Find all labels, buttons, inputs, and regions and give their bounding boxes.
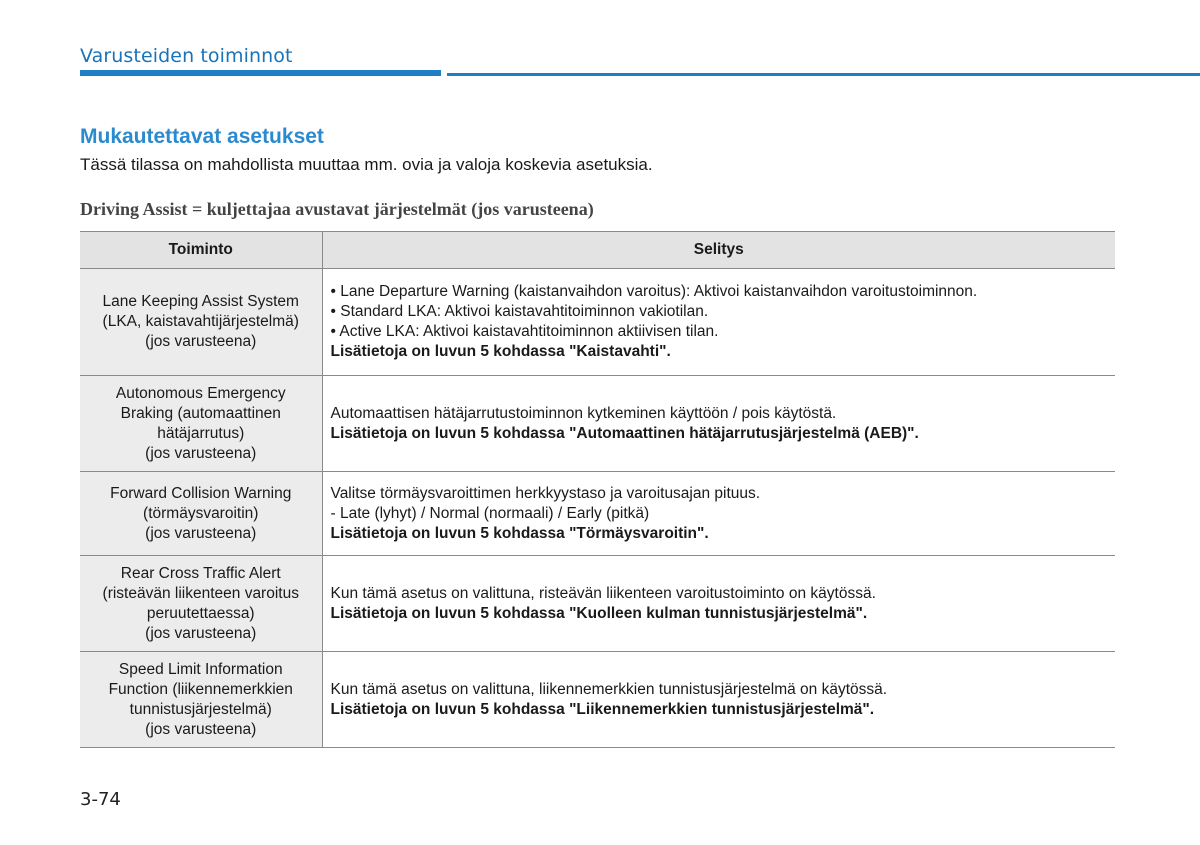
function-name-cell xyxy=(80,652,322,748)
function-name-line: (risteävän liikenteen varoitus xyxy=(102,584,299,602)
function-name-line: peruutettaessa) xyxy=(146,604,255,622)
reference-line: Lisätietoja on luvun 5 kohdassa "Kuolleen kulman tunnistusjärjestelmä". xyxy=(330,604,868,622)
function-name-line: (törmäysvaroitin) xyxy=(143,504,259,522)
description-line: Valitse törmäysvaroittimen herkkyystaso ja varoitusajan pituus. xyxy=(330,484,761,502)
description-cell xyxy=(322,376,1115,472)
function-name-line: (LKA, kaistavahtijärjestelmä) xyxy=(102,313,299,330)
column-header-description: Selitys xyxy=(322,232,1115,269)
description-cell xyxy=(322,652,1115,748)
table-row xyxy=(80,269,1115,376)
function-name-line: hätäjarrutus) xyxy=(157,424,245,442)
function-name-line: Lane Keeping Assist System xyxy=(102,293,299,310)
reference-line: Lisätietoja on luvun 5 kohdassa "Liikennemerkkien tunnistusjärjestelmä". xyxy=(330,700,875,718)
description-cell xyxy=(322,556,1115,652)
reference-line: Lisätietoja on luvun 5 kohdassa "Törmäysvaroitin". xyxy=(330,524,709,542)
table-row xyxy=(80,652,1115,748)
function-name-line: Function (liikennemerkkien xyxy=(108,680,293,698)
description-line: Kun tämä asetus on valittuna, liikennemerkkien tunnistusjärjestelmä on käytössä. xyxy=(330,680,888,698)
description-line: • Active LKA: Aktivoi kaistavahtitoiminnon aktiivisen tilan. xyxy=(330,323,719,340)
function-name-line: Autonomous Emergency xyxy=(115,384,286,402)
function-name-line: Rear Cross Traffic Alert xyxy=(120,564,281,582)
section-heading: Mukautettavat asetukset xyxy=(80,125,324,148)
description-line: Kun tämä asetus on valittuna, risteävän liikenteen varoitustoiminto on käytössä. xyxy=(330,584,876,602)
reference-line: Lisätietoja on luvun 5 kohdassa "Kaistavahti". xyxy=(330,343,671,360)
section-intro: Tässä tilassa on mahdollista muuttaa mm. ovia ja valoja koskevia asetuksia. xyxy=(80,155,653,174)
description-line: - Late (lyhyt) / Normal (normaali) / Early (pitkä) xyxy=(330,504,650,522)
function-name-line: (jos varusteena) xyxy=(145,624,257,642)
function-name-line: (jos varusteena) xyxy=(145,524,257,542)
column-header-function: Toiminto xyxy=(80,232,322,269)
header-rule-thick xyxy=(80,70,441,76)
description-line: Automaattisen hätäjarrutustoiminnon kytkeminen käyttöön / pois käytöstä. xyxy=(330,404,837,422)
function-name-line: Speed Limit Information xyxy=(118,660,283,678)
description-cell xyxy=(322,269,1115,376)
function-name-cell xyxy=(80,556,322,652)
function-name-cell xyxy=(80,269,322,376)
function-name-line: Braking (automaattinen xyxy=(120,404,281,422)
table-header-row xyxy=(80,232,1115,269)
table-row xyxy=(80,472,1115,556)
header-title: Varusteiden toiminnot xyxy=(80,45,293,67)
description-line: • Lane Departure Warning (kaistanvaihdon varoitus): Aktivoi kaistanvaihdon varoitustoiminnon. xyxy=(330,283,978,300)
function-name-cell xyxy=(80,376,322,472)
settings-table xyxy=(80,231,1115,748)
description-line: • Standard LKA: Aktivoi kaistavahtitoiminnon vakiotilan. xyxy=(330,303,709,320)
reference-line: Lisätietoja on luvun 5 kohdassa "Automaattinen hätäjarrutusjärjestelmä (AEB)". xyxy=(330,424,919,442)
table-caption: Driving Assist = kuljettajaa avustavat järjestelmät (jos varusteena) xyxy=(80,199,594,219)
function-name-cell xyxy=(80,472,322,556)
function-name-line: (jos varusteena) xyxy=(145,444,257,462)
table-row xyxy=(80,376,1115,472)
function-name-line: Forward Collision Warning xyxy=(110,484,292,502)
page-number: 3-74 xyxy=(80,789,121,810)
function-name-line: (jos varusteena) xyxy=(145,720,257,738)
function-name-line: tunnistusjärjestelmä) xyxy=(129,700,272,718)
function-name-line: (jos varusteena) xyxy=(145,333,257,350)
header-rule-thin xyxy=(447,73,1200,76)
description-cell xyxy=(322,472,1115,556)
table-row xyxy=(80,556,1115,652)
